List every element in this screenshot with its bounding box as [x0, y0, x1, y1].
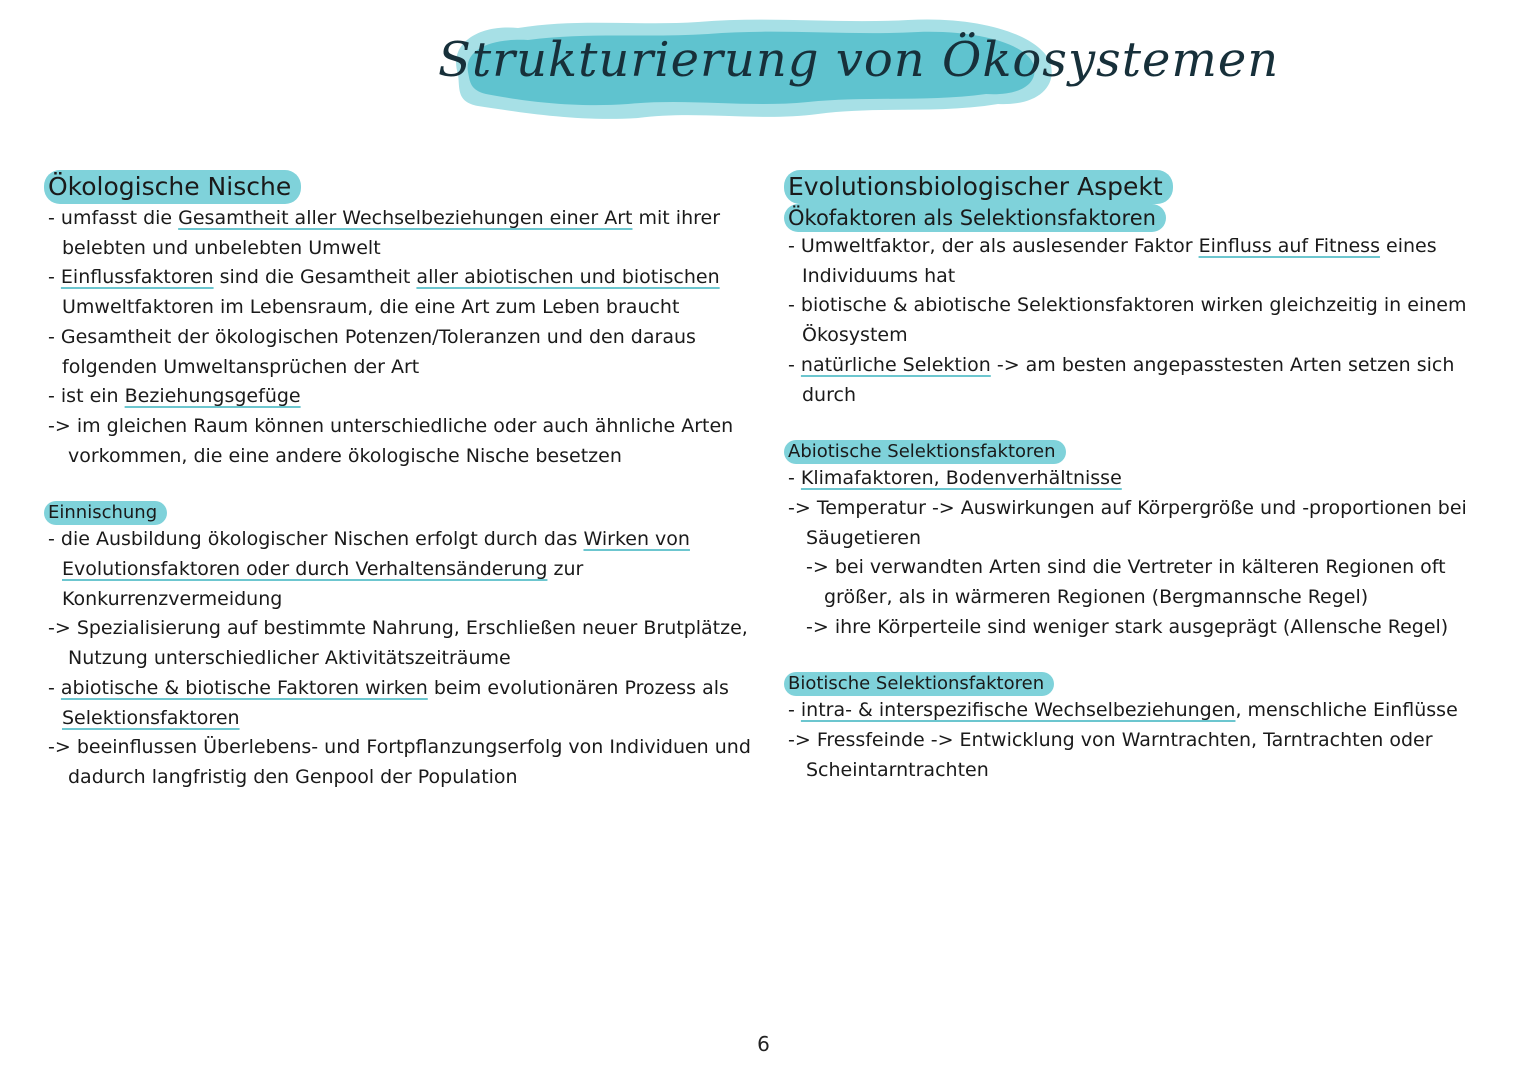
- sub-heading-abiotisch: Abiotische Selektionsfaktoren: [784, 440, 1066, 464]
- text-line: - natürliche Selektion -> am besten angepasstesten Arten setzen sich: [788, 353, 1455, 376]
- text-line: -> bei verwandten Arten sind die Vertreter in kälteren Regionen oft: [806, 556, 1446, 579]
- text-line: - Gesamtheit der ökologischen Potenzen/Toleranzen und den daraus: [48, 325, 696, 348]
- text-line: -> Fressfeinde -> Entwicklung von Warntrachten, Tarntrachten oder: [788, 729, 1433, 752]
- text-line: Selektionsfaktoren: [62, 706, 240, 729]
- text-line: - Einflussfaktoren sind die Gesamtheit aller abiotischen und biotischen: [48, 266, 720, 289]
- text-line: durch: [802, 383, 856, 406]
- text-line: -> beeinflussen Überlebens- und Fortpflanzungserfolg von Individuen und: [48, 736, 751, 759]
- text-line: Ökosystem: [802, 324, 908, 347]
- text-line: Scheintarntrachten: [806, 758, 989, 781]
- text-line: - ist ein Beziehungsgefüge: [48, 385, 301, 408]
- text-line: Individuums hat: [802, 264, 956, 287]
- text-line: - biotische & abiotische Selektionsfaktoren wirken gleichzeitig in einem: [788, 294, 1467, 317]
- left-column: [48, 170, 751, 793]
- text-line: - Umweltfaktor, der als auslesender Faktor Einfluss auf Fitness eines: [788, 235, 1437, 257]
- text-line: -> Temperatur -> Auswirkungen auf Körpergröße und -proportionen bei: [788, 496, 1467, 519]
- text-line: -> ihre Körperteile sind weniger stark ausgeprägt (Allensche Regel): [806, 615, 1449, 638]
- sub-heading-biotisch: Biotische Selektionsfaktoren: [784, 672, 1054, 696]
- page-title: Strukturierung von Ökosystemen: [438, 32, 1280, 88]
- text-line: Säugetieren: [806, 526, 922, 549]
- section-heading-evolution: Evolutionsbiologischer Aspekt: [784, 170, 1173, 204]
- section-subheading-oekofaktoren: Ökofaktoren als Selektionsfaktoren: [784, 204, 1166, 232]
- text-line: Umweltfaktoren im Lebensraum, die eine Art zum Leben braucht: [62, 296, 680, 319]
- text-line: -> im gleichen Raum können unterschiedliche oder auch ähnliche Arten: [48, 414, 734, 437]
- text-line: dadurch langfristig den Genpool der Population: [68, 765, 518, 788]
- text-line: Evolutionsfaktoren oder durch Verhaltensänderung zur: [62, 558, 584, 581]
- text-line: - die Ausbildung ökologischer Nischen erfolgt durch das Wirken von: [48, 528, 690, 551]
- text-line: Konkurrenzvermeidung: [62, 587, 283, 610]
- text-line: -> Spezialisierung auf bestimmte Nahrung, Erschließen neuer Brutplätze,: [48, 617, 748, 640]
- text-line: Nutzung unterschiedlicher Aktivitätszeiträume: [68, 647, 511, 670]
- text-line: vorkommen, die eine andere ökologische Nische besetzen: [68, 444, 622, 467]
- text-line: - Klimafaktoren, Bodenverhältnisse: [788, 467, 1122, 490]
- sub-heading-einnischung: Einnischung: [44, 501, 167, 525]
- text-line: - abiotische & biotische Faktoren wirken beim evolutionären Prozess als: [48, 676, 729, 699]
- text-line: größer, als in wärmeren Regionen (Bergmannsche Regel): [824, 586, 1369, 609]
- text-line: folgenden Umweltansprüchen der Art: [62, 355, 420, 378]
- page-number: 6: [757, 1032, 770, 1056]
- right-column: [788, 170, 1488, 786]
- text-line: - intra- & interspezifische Wechselbeziehungen, menschliche Einflüsse: [788, 699, 1458, 722]
- section-heading-nische: Ökologische Nische: [44, 170, 301, 204]
- title-banner: [438, 14, 1280, 124]
- text-line: - umfasst die Gesamtheit aller Wechselbeziehungen einer Art mit ihrer: [48, 207, 721, 229]
- text-line: belebten und unbelebten Umwelt: [62, 236, 381, 259]
